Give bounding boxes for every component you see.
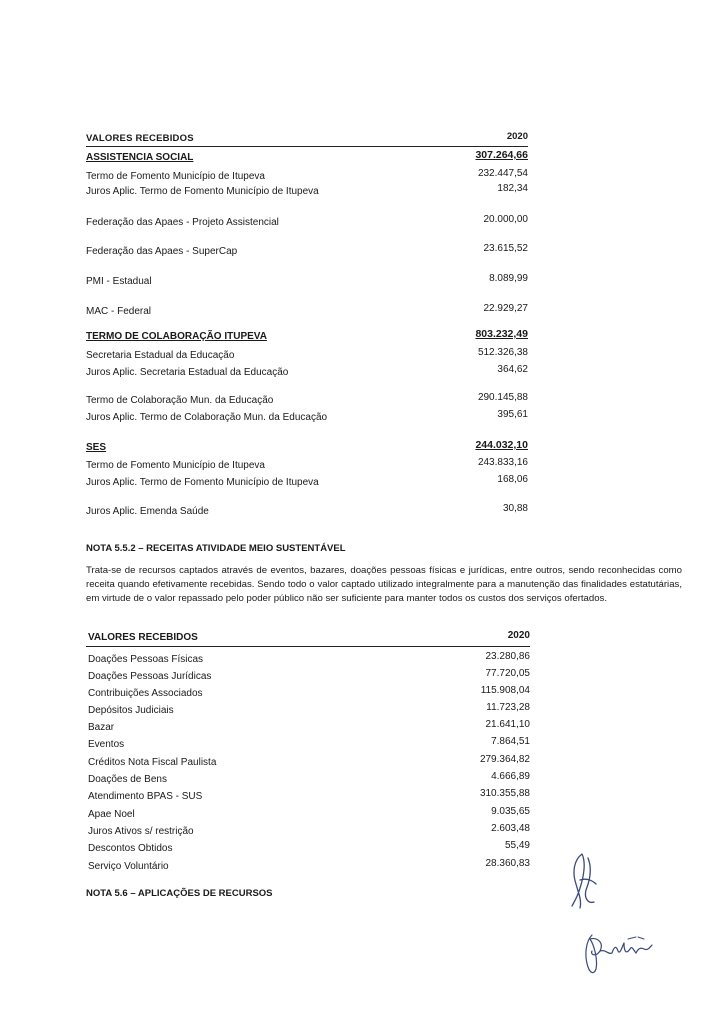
row-label: Juros Aplic. Termo de Colaboração Mun. da Educação xyxy=(86,412,328,423)
row-label: Contribuições Associados xyxy=(88,688,203,699)
row-label: Juros Ativos s/ restrição xyxy=(88,826,194,837)
row-label: Doações de Bens xyxy=(88,774,167,785)
table1-row-section xyxy=(86,439,528,456)
table2-row xyxy=(88,668,530,685)
table1-row xyxy=(86,273,528,290)
signature-2-icon xyxy=(578,925,658,977)
note-552-title: NOTA 5.5.2 – RECEITAS ATIVIDADE MEIO SUSTENTÁVEL xyxy=(86,543,346,554)
table1-row xyxy=(86,347,528,364)
table1-row xyxy=(86,183,528,200)
table1-row xyxy=(86,503,528,520)
row-label: Descontos Obtidos xyxy=(88,843,173,854)
table2-row xyxy=(88,702,530,719)
row-value: 395,61 xyxy=(497,409,528,420)
table1-row-section xyxy=(86,149,528,166)
row-value: 9.035,65 xyxy=(491,806,530,817)
note-552-paragraph: Trata-se de recursos captados através de eventos, bazares, doações pessoas físicas e jurídicas, entre outros, sendo reconhecidas como receita quando efetivamente recebidas. Sendo todo o valor captado utilizado integralmente para a manutenção das finalidades estatutárias, em virtude de o valor repassado pelo poder público não ser suficiente para manter todos os custos dos serviços ofertados. xyxy=(86,565,682,604)
table1-header xyxy=(86,130,528,147)
row-value: 28.360,83 xyxy=(485,858,530,869)
row-value: 23.615,52 xyxy=(483,243,528,254)
row-label: Federação das Apaes - SuperCap xyxy=(86,246,238,257)
table2-row xyxy=(88,754,530,771)
row-value: 2.603,48 xyxy=(491,823,530,834)
row-label: Secretaria Estadual da Educação xyxy=(86,350,235,361)
row-label: Serviço Voluntário xyxy=(88,861,169,872)
table2-row xyxy=(88,771,530,788)
row-value: 803.232,49 xyxy=(475,328,528,340)
row-label: Termo de Fomento Município de Itupeva xyxy=(86,460,265,471)
row-label: TERMO DE COLABORAÇÃO ITUPEVA xyxy=(86,331,267,342)
row-label: MAC - Federal xyxy=(86,306,152,317)
row-label: Apae Noel xyxy=(88,809,135,820)
row-label: Termo de Fomento Município de Itupeva xyxy=(86,171,265,182)
table1-row xyxy=(86,303,528,320)
row-value: 8.089,99 xyxy=(489,273,528,284)
row-value: 307.264,66 xyxy=(475,149,528,161)
row-value: 182,34 xyxy=(497,183,528,194)
row-label: Federação das Apaes - Projeto Assistencial xyxy=(86,217,279,228)
table1-row xyxy=(86,392,528,409)
table2-row xyxy=(88,823,530,840)
row-label: Bazar xyxy=(88,722,115,733)
row-value: 168,06 xyxy=(497,474,528,485)
table1-header-label: VALORES RECEBIDOS xyxy=(86,133,194,144)
table2-header-year: 2020 xyxy=(507,630,530,641)
row-label: Doações Pessoas Físicas xyxy=(88,654,204,665)
table2-row xyxy=(88,685,530,702)
table1-row xyxy=(86,409,528,426)
table1-row xyxy=(86,457,528,474)
table2-row xyxy=(88,719,530,736)
table1-row xyxy=(86,474,528,491)
row-value: 244.032,10 xyxy=(475,439,528,451)
table2-row xyxy=(88,651,530,668)
table2-row xyxy=(88,788,530,805)
row-label: Juros Aplic. Secretaria Estadual da Educação xyxy=(86,367,289,378)
row-value: 22.929,27 xyxy=(483,303,528,314)
row-value: 279.364,82 xyxy=(479,754,530,765)
note-56-title: NOTA 5.6 – APLICAÇÕES DE RECURSOS xyxy=(86,888,273,899)
row-value: 77.720,05 xyxy=(485,668,530,679)
row-label: Termo de Colaboração Mun. da Educação xyxy=(86,395,274,406)
table2-row xyxy=(88,858,530,875)
row-value: 290.145,88 xyxy=(477,392,528,403)
row-value: 310.355,88 xyxy=(479,788,530,799)
row-value: 512.326,38 xyxy=(477,347,528,358)
row-value: 364,62 xyxy=(497,364,528,375)
table2-row xyxy=(88,840,530,857)
table1-row xyxy=(86,243,528,260)
table1-row xyxy=(86,364,528,381)
table1-row xyxy=(86,214,528,231)
row-value: 23.280,86 xyxy=(485,651,530,662)
table2-header xyxy=(86,628,530,647)
row-value: 21.641,10 xyxy=(485,719,530,730)
row-value: 30,88 xyxy=(502,503,528,514)
row-value: 115.908,04 xyxy=(480,685,530,696)
row-label: Juros Aplic. Termo de Fomento Município de Itupeva xyxy=(86,477,319,488)
row-value: 20.000,00 xyxy=(483,214,528,225)
row-value: 232.447,54 xyxy=(477,168,528,179)
row-label: Créditos Nota Fiscal Paulista xyxy=(88,757,217,768)
table2-header-label: VALORES RECEBIDOS xyxy=(88,632,198,643)
table1-row-section xyxy=(86,328,528,345)
row-value: 55,49 xyxy=(504,840,530,851)
row-label: ASSISTENCIA SOCIAL xyxy=(86,152,194,163)
table2-row xyxy=(88,736,530,753)
row-label: Doações Pessoas Jurídicas xyxy=(88,671,212,682)
row-value: 7.864,51 xyxy=(491,736,530,747)
row-label: Juros Aplic. Emenda Saúde xyxy=(86,506,209,517)
row-value: 11.723,28 xyxy=(486,702,530,713)
signature-1-icon xyxy=(560,850,610,912)
table1-header-year: 2020 xyxy=(506,131,528,142)
row-label: Juros Aplic. Termo de Fomento Município de Itupeva xyxy=(86,186,319,197)
row-label: Depósitos Judiciais xyxy=(88,705,174,716)
row-label: SES xyxy=(86,442,107,453)
row-value: 243.833,16 xyxy=(477,457,528,468)
row-label: Atendimento BPAS - SUS xyxy=(88,791,203,802)
row-label: PMI - Estadual xyxy=(86,276,152,287)
table1-row xyxy=(86,168,528,185)
row-value: 4.666,89 xyxy=(491,771,530,782)
row-label: Eventos xyxy=(88,739,125,750)
table2-row xyxy=(88,806,530,823)
